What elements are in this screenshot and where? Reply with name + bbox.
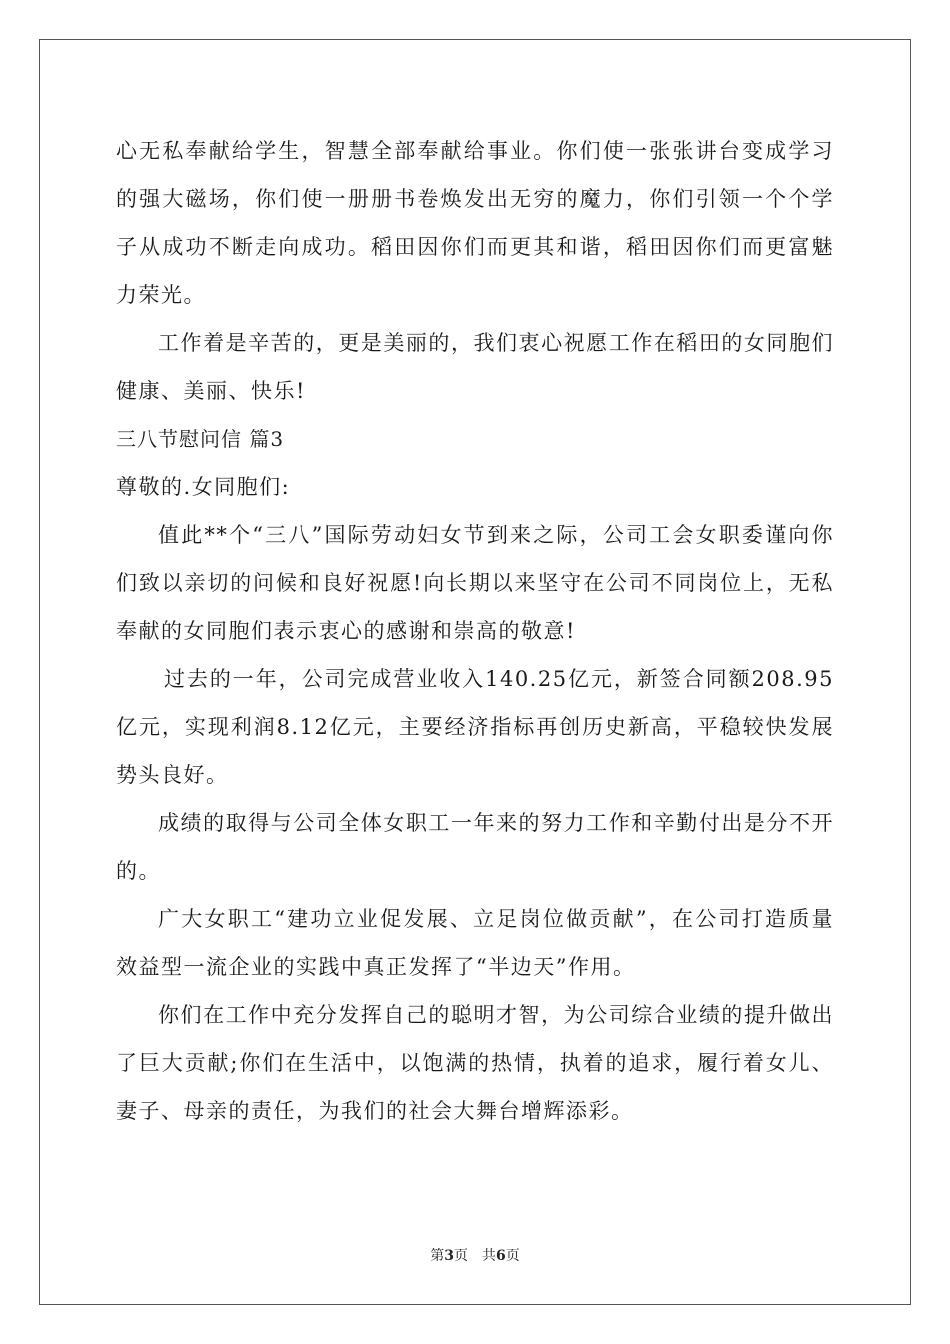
paragraph-5: 过去的一年，公司完成营业收入140.25亿元，新签合同额208.95亿元，实现利润8.12亿元，主要经济指标再创历史新高，平稳较快发展势头良好。 [116, 667, 834, 787]
salutation: 尊敬的.女同胞们: [116, 475, 291, 499]
paragraph-4: 值此**个“三八”国际劳动妇女节到来之际，公司工会女职委谨向你们致以亲切的问候和良好祝愿!向长期以来坚守在公司不同岗位上，无私奉献的女同胞们表示衷心的感谢和崇高的敬意! [116, 523, 834, 643]
page-footer [0, 1245, 950, 1265]
page-number: 3 [444, 1248, 454, 1264]
document-body [116, 127, 834, 1135]
total-suffix: 页 [505, 1248, 520, 1264]
paragraph-8: 你们在工作中充分发挥自己的聪明才智，为公司综合业绩的提升做出了巨大贡献;你们在生活中，以饱满的热情，执着的追求，履行着女儿、妻子、母亲的责任，为我们的社会大舞台增辉添彩。 [116, 1003, 834, 1123]
paragraph-6: 成绩的取得与公司全体女职工一年来的努力工作和辛勤付出是分不开的。 [116, 811, 834, 883]
total-pages: 6 [496, 1248, 506, 1264]
paragraph-1: 心无私奉献给学生，智慧全部奉献给事业。你们使一张张讲台变成学习的强大磁场，你们使一册册书卷焕发出无穷的魔力，你们引领一个个学子从成功不断走向成功。稻田因你们而更其和谐，稻田因你们而更富魅力荣光。 [116, 139, 834, 307]
section-heading: 三八节慰问信 篇3 [116, 427, 285, 451]
page-prefix: 第 [430, 1248, 445, 1264]
paragraph-2: 工作着是辛苦的，更是美丽的，我们衷心祝愿工作在稻田的女同胞们健康、美丽、快乐! [116, 331, 834, 403]
total-prefix: 共 [482, 1248, 496, 1264]
page-suffix: 页 [454, 1248, 468, 1264]
paragraph-7: 广大女职工“建功立业促发展、立足岗位做贡献”，在公司打造质量效益型一流企业的实践中真正发挥了“半边天”作用。 [116, 907, 834, 979]
